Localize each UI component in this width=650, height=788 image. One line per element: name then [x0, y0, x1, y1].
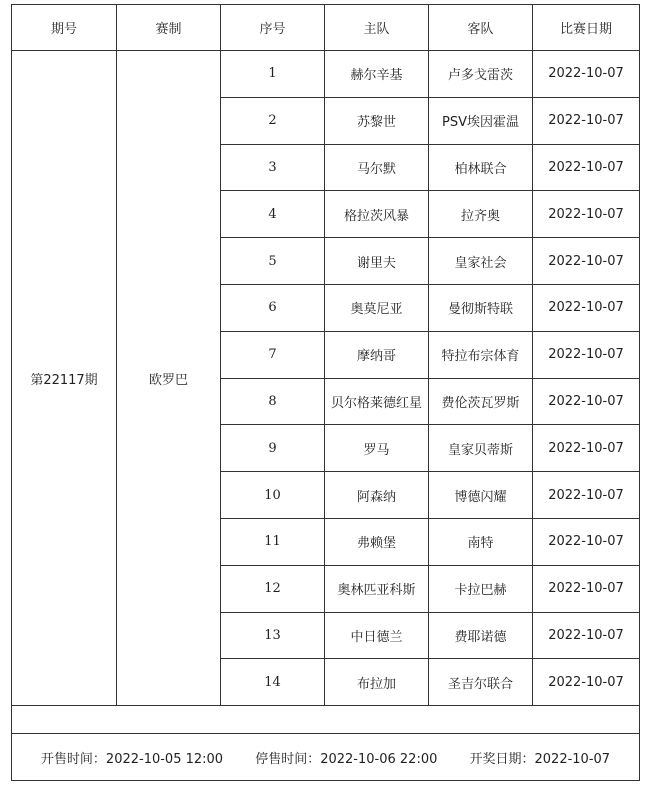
spacer-row [12, 706, 640, 734]
match-date: 2022-10-07 [533, 425, 640, 472]
match-index: 9 [221, 425, 325, 472]
away-team: 南特 [429, 518, 533, 565]
header-period: 期号 [12, 5, 117, 51]
match-date: 2022-10-07 [533, 97, 640, 144]
match-index: 7 [221, 331, 325, 378]
match-date: 2022-10-07 [533, 378, 640, 425]
away-team: 柏林联合 [429, 144, 533, 191]
home-team: 罗马 [325, 425, 429, 472]
lottery-schedule-sheet [11, 4, 639, 784]
home-team: 贝尔格莱德红星 [325, 378, 429, 425]
away-team: 皇家贝蒂斯 [429, 425, 533, 472]
match-date: 2022-10-07 [533, 284, 640, 331]
match-index: 12 [221, 565, 325, 612]
match-date: 2022-10-07 [533, 518, 640, 565]
issue-number-cell: 第22117期 [12, 51, 117, 706]
match-date: 2022-10-07 [533, 565, 640, 612]
match-index: 6 [221, 284, 325, 331]
away-team: 卢多戈雷茨 [429, 51, 533, 98]
match-index: 14 [221, 659, 325, 706]
home-team: 奥林匹亚科斯 [325, 565, 429, 612]
match-date: 2022-10-07 [533, 659, 640, 706]
table-row [12, 51, 640, 98]
match-index: 5 [221, 238, 325, 285]
home-team: 格拉茨风暴 [325, 191, 429, 238]
match-index: 11 [221, 518, 325, 565]
away-team: 卡拉巴赫 [429, 565, 533, 612]
header-competition: 赛制 [117, 5, 221, 51]
match-date: 2022-10-07 [533, 472, 640, 519]
footer-row [12, 734, 640, 781]
competition-cell: 欧罗巴 [117, 51, 221, 706]
home-team: 阿森纳 [325, 472, 429, 519]
match-schedule-table [11, 4, 640, 781]
home-team: 布拉加 [325, 659, 429, 706]
match-date: 2022-10-07 [533, 612, 640, 659]
match-index: 2 [221, 97, 325, 144]
table-header-row [12, 5, 640, 51]
header-away-team: 客队 [429, 5, 533, 51]
sale-info-cell [12, 734, 640, 781]
away-team: 费伦茨瓦罗斯 [429, 378, 533, 425]
away-team: 曼彻斯特联 [429, 284, 533, 331]
match-date: 2022-10-07 [533, 51, 640, 98]
away-team: 拉齐奥 [429, 191, 533, 238]
away-team: 圣吉尔联合 [429, 659, 533, 706]
home-team: 马尔默 [325, 144, 429, 191]
home-team: 奥莫尼亚 [325, 284, 429, 331]
header-index: 序号 [221, 5, 325, 51]
header-match-date: 比赛日期 [533, 5, 640, 51]
match-date: 2022-10-07 [533, 144, 640, 191]
match-index: 13 [221, 612, 325, 659]
away-team: 费耶诺德 [429, 612, 533, 659]
home-team: 摩纳哥 [325, 331, 429, 378]
match-date: 2022-10-07 [533, 191, 640, 238]
away-team: PSV埃因霍温 [429, 97, 533, 144]
match-date: 2022-10-07 [533, 331, 640, 378]
away-team: 特拉布宗体育 [429, 331, 533, 378]
sale-start-time: 开售时间：2022-10-05 12:00 [40, 751, 224, 767]
empty-spacer-cell [12, 706, 640, 734]
away-team: 博德闪耀 [429, 472, 533, 519]
home-team: 苏黎世 [325, 97, 429, 144]
sale-stop-time: 停售时间：2022-10-06 22:00 [255, 751, 438, 767]
home-team: 弗赖堡 [325, 518, 429, 565]
home-team: 谢里夫 [325, 238, 429, 285]
home-team: 赫尔辛基 [325, 51, 429, 98]
home-team: 中日德兰 [325, 612, 429, 659]
draw-date: 开奖日期：2022-10-07 [469, 751, 611, 767]
match-index: 8 [221, 378, 325, 425]
header-home-team: 主队 [325, 5, 429, 51]
match-index: 4 [221, 191, 325, 238]
match-date: 2022-10-07 [533, 238, 640, 285]
match-index: 3 [221, 144, 325, 191]
match-index: 1 [221, 51, 325, 98]
match-index: 10 [221, 472, 325, 519]
away-team: 皇家社会 [429, 238, 533, 285]
